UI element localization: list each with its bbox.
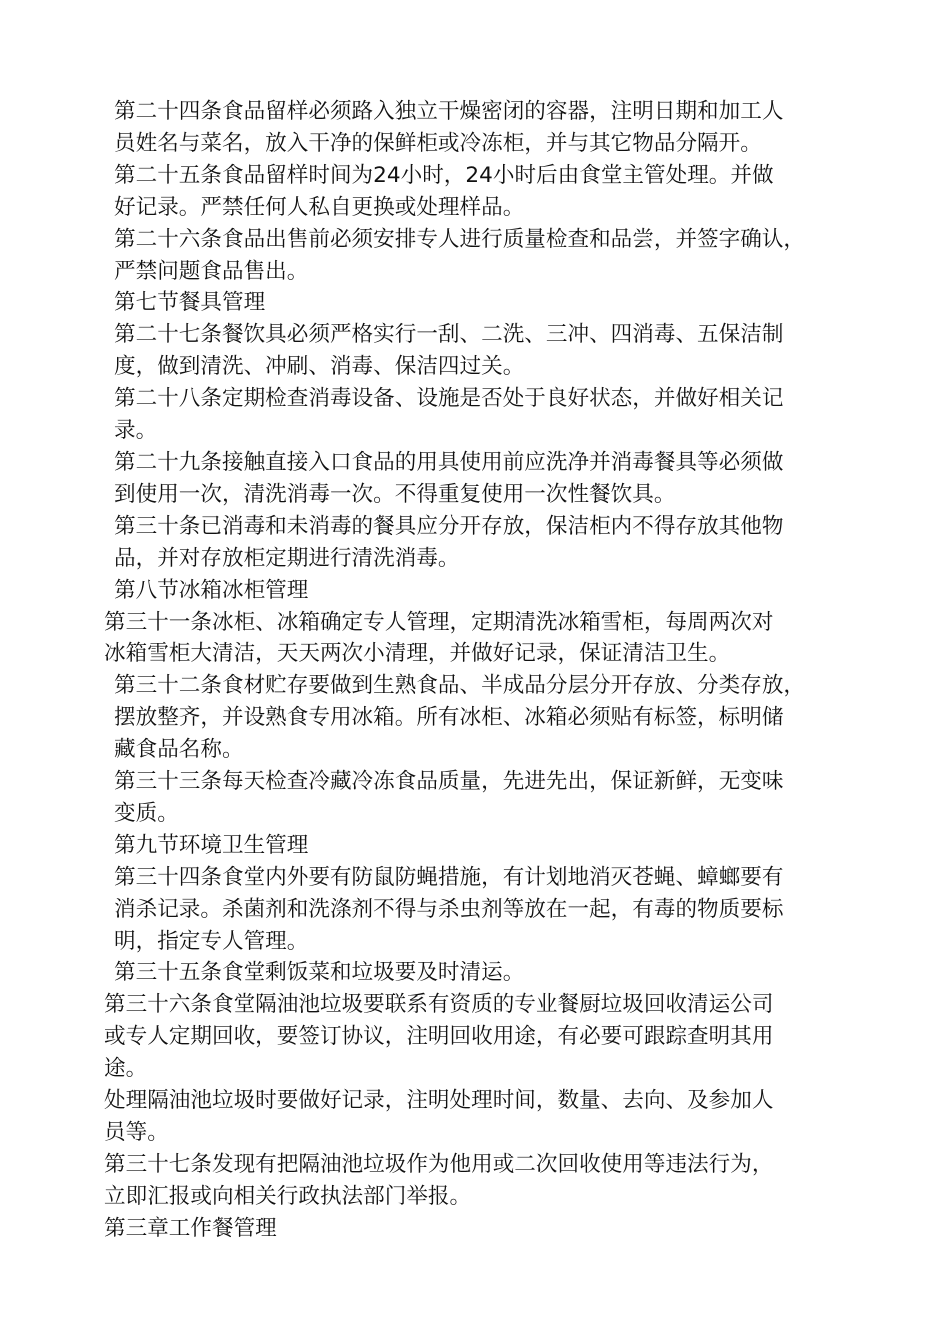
- text-line: 处理隔油池垃圾时要做好记录，注明处理时间，数量、去向、及参加人: [104, 1088, 774, 1114]
- paragraph: [104, 766, 854, 830]
- paragraph: [104, 96, 854, 160]
- paragraph: [104, 447, 854, 511]
- text-line: 第九节环境卫生管理: [114, 832, 309, 858]
- text-line: 或专人定期回收，要签订协议，注明回收用途，有必要可跟踪查明其用: [104, 1024, 774, 1050]
- text-line: 到使用一次，清洗消毒一次。不得重复使用一次性餐饮具。: [114, 481, 676, 507]
- paragraph: [104, 575, 854, 607]
- text-line: 第三十七条发现有把隔油池垃圾作为他用或二次回收使用等违法行为，: [104, 1151, 774, 1177]
- text-line: 员等。: [104, 1120, 169, 1145]
- text-line: 第二十五条食品留样时间为24小时，24小时后由食堂主管处理。并做: [114, 162, 774, 188]
- text-line: 第二十八条定期检查消毒设备、设施是否处于良好状态，并做好相关记: [114, 386, 784, 412]
- text-line: 冰箱雪柜大清洁，天天两次小清理，并做好记录，保证清洁卫生。: [104, 641, 731, 667]
- text-line: 第三十一条冰柜、冰箱确定专人管理，定期清洗冰箱雪柜，每周两次对: [104, 609, 774, 635]
- paragraph: [104, 1149, 854, 1213]
- paragraph: [104, 287, 854, 319]
- text-line: 第二十七条餐饮具必须严格实行一刮、二洗、三冲、四消毒、五保洁制: [114, 322, 784, 348]
- text-line: 摆放整齐，并设熟食专用冰箱。所有冰柜、冰箱必须贴有标签，标明储: [114, 705, 784, 731]
- text-line: 藏食品名称。: [114, 737, 244, 763]
- paragraph: [104, 1085, 854, 1149]
- text-line: 好记录。严禁任何人私自更换或处理样品。: [114, 194, 525, 220]
- text-line: 第三十二条食材贮存要做到生熟食品、半成品分层分开存放、分类存放，: [114, 673, 806, 699]
- paragraph: [104, 383, 854, 447]
- text-line: 品，并对存放柜定期进行清洗消毒。: [114, 545, 460, 571]
- text-line: 第三十四条食堂内外要有防鼠防蝇措施，有计划地消灭苍蝇、蟑螂要有: [114, 864, 784, 890]
- text-line: 第八节冰箱冰柜管理: [114, 577, 309, 603]
- text-line: 明，指定专人管理。: [114, 928, 309, 954]
- text-line: 第二十九条接触直接入口食品的用具使用前应洗净并消毒餐具等必须做: [114, 449, 784, 475]
- document-page: [104, 96, 854, 1245]
- text-line: 第二十六条食品出售前必须安排专人进行质量检查和品尝，并签字确认，: [114, 226, 806, 252]
- text-line: 第二十四条食品留样必须路入独立干燥密闭的容器，注明日期和加工人: [114, 99, 784, 124]
- text-line: 严禁问题食品售出。: [114, 258, 309, 284]
- text-line: 第三十六条食堂隔油池垃圾要联系有资质的专业餐厨垃圾回收清运公司: [104, 992, 774, 1018]
- paragraph: [104, 989, 854, 1085]
- text-line: 第三十三条每天检查冷藏冷冻食品质量，先进先出，保证新鲜，无变味: [114, 769, 784, 795]
- text-line: 度，做到清洗、冲刷、消毒、保洁四过关。: [114, 354, 525, 380]
- paragraph: [104, 511, 854, 575]
- paragraph: [104, 1213, 854, 1245]
- text-line: 员姓名与菜名，放入干净的保鲜柜或冷冻柜，并与其它物品分隔开。: [114, 130, 762, 156]
- text-line: 立即汇报或向相关行政执法部门举报。: [104, 1183, 472, 1209]
- paragraph: [104, 830, 854, 862]
- text-line: 第七节餐具管理: [114, 290, 266, 316]
- paragraph: [104, 670, 854, 766]
- paragraph: [104, 957, 854, 989]
- paragraph: [104, 224, 854, 288]
- text-line: 第三章工作餐管理: [104, 1215, 277, 1241]
- paragraph: [104, 607, 854, 671]
- paragraph: [104, 862, 854, 958]
- paragraph: [104, 160, 854, 224]
- text-line: 第三十五条食堂剩饭菜和垃圾要及时清运。: [114, 960, 525, 986]
- paragraph: [104, 319, 854, 383]
- text-line: 第三十条已消毒和未消毒的餐具应分开存放，保洁柜内不得存放其他物: [114, 513, 784, 539]
- text-line: 录。: [114, 418, 158, 444]
- text-line: 途。: [104, 1056, 148, 1082]
- text-line: 消杀记录。杀菌剂和洗涤剂不得与杀虫剂等放在一起，有毒的物质要标: [114, 896, 784, 922]
- text-line: 变质。: [114, 800, 179, 826]
